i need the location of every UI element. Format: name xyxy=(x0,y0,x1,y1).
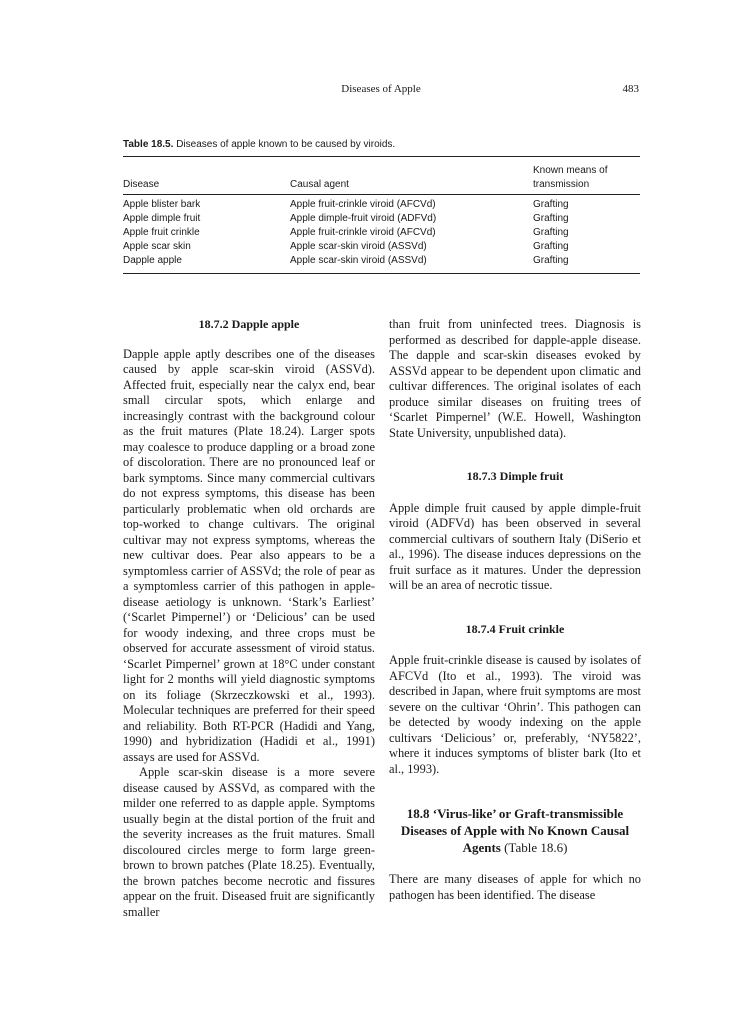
paragraph-dimple-fruit: Apple dimple fruit caused by apple dimple-fruit viroid (ADFVd) has been observed in several commercial cultivars of southern Italy (DiSerio et al., 1996). The disease induces depressions on the fruit surface as it matures. Under the depression will be an area of necrotic tissue. xyxy=(389,500,641,592)
table-caption-text: Diseases of apple known to be caused by viroids. xyxy=(176,139,396,150)
cell-transmission: Grafting xyxy=(533,227,569,238)
cell-agent: Apple fruit-crinkle viroid (AFCVd) xyxy=(290,227,436,238)
page-number: 483 xyxy=(622,83,639,95)
table-top-rule xyxy=(123,156,640,157)
header-transmission-line2: transmission xyxy=(533,179,590,190)
table-header xyxy=(123,163,640,193)
section-heading-dapple-apple: 18.7.2 Dapple apple xyxy=(198,317,300,331)
cell-agent: Apple scar-skin viroid (ASSVd) xyxy=(290,241,427,252)
header-disease: Disease xyxy=(123,179,160,190)
left-column xyxy=(123,317,375,920)
cell-disease: Dapple apple xyxy=(123,255,182,266)
header-causal-agent: Causal agent xyxy=(290,179,349,190)
cell-transmission: Grafting xyxy=(533,255,569,266)
section-heading-virus-like-diseases xyxy=(389,805,641,856)
section-heading-dimple-fruit: 18.7.3 Dimple fruit xyxy=(466,469,564,483)
cell-transmission: Grafting xyxy=(533,199,569,210)
cell-agent: Apple dimple-fruit viroid (ADFVd) xyxy=(290,213,437,224)
header-transmission-line1: Known means of xyxy=(533,165,608,176)
table-header-rule xyxy=(123,194,640,195)
cell-transmission: Grafting xyxy=(533,213,569,224)
paragraph-virus-like-diseases: There are many diseases of apple for which no pathogen has been identified. The disease xyxy=(389,872,641,902)
paragraph-scar-skin-continued: than fruit from uninfected trees. Diagnosis is performed as described for dapple-apple disease. The dapple and scar-skin diseases evoked by ASSVd appear to be dependent upon climatic and cultivar differences. The original isolates of each produce similar diseases on fruiting trees of ‘Scarlet Pimpernel’ (W.E. Howell, Washington State University, unpublished data). xyxy=(389,317,641,440)
section-heading-virus-like-text: 18.8 ‘Virus-like’ or Graft-transmissible Diseases of Apple with No Known Causal Agents xyxy=(400,806,630,855)
cell-disease: Apple blister bark xyxy=(123,199,201,210)
section-heading-fruit-crinkle: 18.7.4 Fruit crinkle xyxy=(465,621,565,636)
cell-disease: Apple dimple fruit xyxy=(123,213,201,224)
table-row xyxy=(123,212,640,226)
table-caption xyxy=(123,139,643,150)
cell-agent: Apple scar-skin viroid (ASSVd) xyxy=(290,255,427,266)
cell-disease: Apple scar skin xyxy=(123,241,191,252)
table-reference: (Table 18.6) xyxy=(504,840,568,855)
table-row xyxy=(123,226,640,240)
table-row xyxy=(123,240,640,254)
table-bottom-rule xyxy=(123,273,640,274)
table-caption-label: Table 18.5. xyxy=(123,139,174,150)
running-head-title: Diseases of Apple xyxy=(341,83,421,95)
paragraph-dapple-apple: Dapple apple aptly describes one of the diseases caused by apple scar-skin viroid (ASSVd). Affected fruit, especially near the calyx end, bear small circular spots, which enlarge and increasingly contrast with the background colour as the fruit matures (Plate 18.24). Larger spots may coalesce to produce dappling or a broad zone of discoloration. There are no pronounced leaf or bark symptoms. Since many commercial cultivars do not express symptoms, this disease has been particularly problematic when old orchards are top-worked to change cultivars. The original cultivar may not express symptoms, whereas the new cultivar does. Pear also appears to be a symptomless carrier of ASSVd; the role of pear as a symptomless carrier of this pathogen in apple-disease aetiology is unknown. ‘Stark’s Earliest’ (‘Scarlet Pimpernel’) or ‘Delicious’ can be used for woody indexing, and three crops must be observed for accurate assessment of viroid status. ‘Scarlet Pimpernel’ grown at 18°C under constant light for 2 months will yield diagnostic symptoms on its foliage (Skrzeczkowski et al., 1993). Molecular techniques are preferred for their speed and reliability. Both RT-PCR (Hadidi and Yang, 1990) and hybridization (Hadidi et al., 1991) assays are used for ASSVd. xyxy=(123,346,375,764)
paragraph-scar-skin: Apple scar-skin disease is a more severe disease caused by ASSVd, as compared with the milder one referred to as dapple apple. Symptoms usually begin at the distal portion of the fruit and the severity increases as the fruit matures. Small discoloured circles merge to form large green-brown to brown patches (Plate 18.25). Eventually, the brown patches become necrotic and fissures appear on the fruit. Diseased fruit are significantly smaller xyxy=(123,765,375,919)
table-row xyxy=(123,198,640,212)
paragraph-fruit-crinkle: Apple fruit-crinkle disease is caused by isolates of AFCVd (Ito et al., 1993). The viroid was described in Japan, where fruit symptoms are most severe on the cultivar ‘Ohrin’. This pathogen can be detected by woody indexing on the apple cultivars ‘Delicious’ or, preferably, ‘NY5822’, where it induces symptoms of blister bark (Ito et al., 1993). xyxy=(389,653,641,776)
cell-agent: Apple fruit-crinkle viroid (AFCVd) xyxy=(290,199,436,210)
table-row xyxy=(123,254,640,268)
table-body xyxy=(123,198,640,268)
running-head xyxy=(123,83,639,97)
cell-disease: Apple fruit crinkle xyxy=(123,227,200,238)
cell-transmission: Grafting xyxy=(533,241,569,252)
right-column xyxy=(389,317,641,903)
